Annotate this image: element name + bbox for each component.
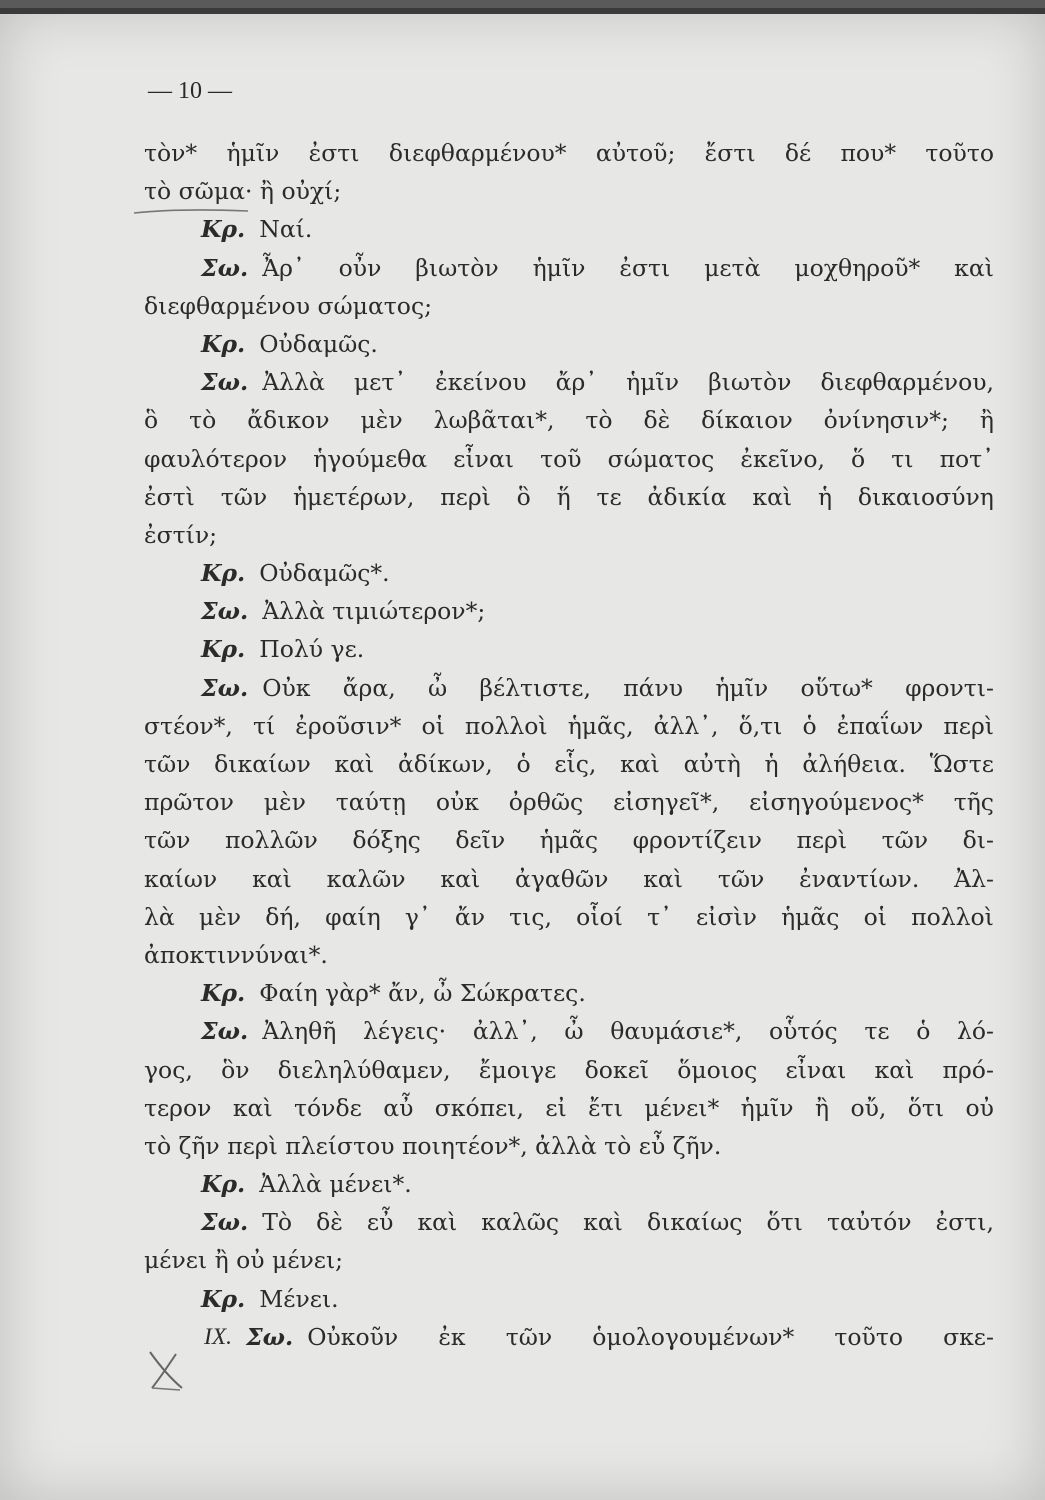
speaker-label: Σω. bbox=[201, 597, 249, 626]
pencil-x-mark bbox=[146, 1348, 186, 1392]
text-line bbox=[144, 249, 994, 287]
text-line bbox=[144, 478, 994, 516]
text-line bbox=[144, 821, 994, 859]
text-line bbox=[144, 936, 994, 974]
speaker-label: Σω. bbox=[201, 1017, 249, 1046]
line-text: Ἀλλὰ τιμιώτερον*; bbox=[262, 597, 486, 626]
text-line bbox=[144, 1203, 994, 1241]
text-line bbox=[144, 1051, 994, 1089]
speaker-label: Σω. bbox=[201, 368, 249, 397]
line-text: τὸ ζῆν περὶ πλείστου ποιητέον*, ἀλλὰ τὸ εὖ ζῆν. bbox=[144, 1131, 722, 1160]
text-line bbox=[144, 363, 994, 401]
line-text: Οὐδαμῶς*. bbox=[259, 559, 390, 588]
text-line bbox=[144, 1012, 994, 1050]
line-text: Ναί. bbox=[259, 215, 313, 244]
text-line bbox=[144, 630, 994, 668]
text-line bbox=[144, 1165, 994, 1203]
text-line bbox=[144, 1280, 994, 1318]
speaker-label: Κρ. bbox=[201, 979, 246, 1008]
speaker-label: Κρ. bbox=[201, 635, 246, 664]
line-text: Μένει. bbox=[259, 1284, 339, 1313]
text-line bbox=[144, 440, 994, 478]
line-text: ἐστὶ τῶν ἡμετέρων, περὶ ὃ ἥ τε ἀδικία καὶ ἡ δικαιοσύνη bbox=[144, 482, 994, 511]
speaker-label: Κρ. bbox=[201, 1170, 246, 1199]
line-text: καίων καὶ καλῶν καὶ ἀγαθῶν καὶ τῶν ἐναντίων. Ἀλ- bbox=[144, 864, 994, 893]
line-text: Φαίη γὰρ* ἄν, ὦ Σώκρατες. bbox=[259, 979, 586, 1008]
line-text: Ἀλλὰ μετ᾽ ἐκείνου ἄρ᾽ ἡμῖν βιωτὸν διεφθαρμένου, bbox=[262, 368, 994, 397]
text-line bbox=[144, 1127, 994, 1165]
text-line bbox=[144, 401, 994, 439]
text-line bbox=[144, 172, 994, 210]
line-text: Ἀλλὰ μένει*. bbox=[259, 1170, 412, 1199]
line-text: Ἀληθῆ λέγεις· ἀλλ᾽, ὦ θαυμάσιε*, οὗτός τε ὁ λό- bbox=[262, 1017, 994, 1046]
text-line bbox=[144, 210, 994, 248]
line-text: Πολύ γε. bbox=[259, 635, 365, 664]
line-text: τῶν δικαίων καὶ ἀδίκων, ὁ εἷς, καὶ αὐτὴ ἡ ἀλήθεια. Ὥστε bbox=[144, 750, 994, 778]
text-line bbox=[144, 592, 994, 630]
book-page bbox=[0, 8, 1045, 1500]
line-text: φαυλότερον ἡγούμεθα εἶναι τοῦ σώματος ἐκεῖνο, ὅ τι ποτ᾽ bbox=[144, 444, 994, 473]
line-text: τῶν πολλῶν δόξης δεῖν ἡμᾶς φροντίζειν περὶ τῶν δι- bbox=[144, 826, 994, 855]
text-line bbox=[144, 516, 994, 554]
speaker-label: Κρ. bbox=[201, 329, 246, 358]
speaker-label: Σω. bbox=[246, 1322, 294, 1351]
line-text: διεφθαρμένου σώματος; bbox=[144, 291, 433, 320]
speaker-label: Σω. bbox=[201, 1208, 249, 1237]
line-text: ὃ τὸ ἄδικον μὲν λωβᾶται*, τὸ δὲ δίκαιον ὀνίνησιν*; ἢ bbox=[144, 406, 994, 435]
speaker-label: Σω. bbox=[201, 253, 249, 282]
line-text: Οὐκοῦν ἐκ τῶν ὁμολογουμένων* τοῦτο σκε- bbox=[307, 1322, 994, 1351]
page-number: — 10 — bbox=[148, 78, 232, 104]
text-line bbox=[144, 554, 994, 592]
text-line bbox=[144, 325, 994, 363]
speaker-label: Σω. bbox=[201, 673, 249, 702]
line-text: τὸ σῶμα· ἢ οὐχί; bbox=[144, 177, 342, 206]
text-line bbox=[144, 974, 994, 1012]
dialogue-text bbox=[144, 134, 994, 1356]
line-text: πρῶτον μὲν ταύτῃ οὐκ ὀρθῶς εἰσηγεῖ*, εἰσηγούμενος* τῆς bbox=[144, 788, 994, 817]
text-line bbox=[144, 707, 994, 745]
text-line bbox=[144, 898, 994, 936]
line-text: μένει ἢ οὐ μένει; bbox=[144, 1246, 344, 1275]
text-line bbox=[144, 1241, 994, 1279]
speaker-label: Κρ. bbox=[201, 1284, 246, 1313]
line-text: στέον*, τί ἐροῦσιν* οἱ πολλοὶ ἡμᾶς, ἀλλ᾽, ὅ,τι ὁ ἐπαΐων περὶ bbox=[144, 711, 994, 740]
line-text: τερον καὶ τόνδε αὖ σκόπει, εἰ ἔτι μένει* ἡμῖν ἢ οὔ, ὅτι οὐ bbox=[144, 1093, 994, 1122]
text-line bbox=[144, 783, 994, 821]
text-line bbox=[144, 287, 994, 325]
text-line bbox=[144, 1318, 994, 1356]
line-text: λὰ μὲν δή, φαίη γ᾽ ἄν τις, οἷοί τ᾽ εἰσὶν ἡμᾶς οἱ πολλοὶ bbox=[144, 902, 994, 931]
line-text: Ἆρ᾽ οὖν βιωτὸν ἡμῖν ἐστι μετὰ μοχθηροῦ* καὶ bbox=[262, 253, 994, 282]
line-text: ἀποκτιννύναι*. bbox=[144, 940, 328, 969]
speaker-label: Κρ. bbox=[201, 559, 246, 588]
line-text: ἐστίν; bbox=[144, 520, 218, 549]
line-text: Τὸ δὲ εὖ καὶ καλῶς καὶ δικαίως ὅτι ταὐτόν ἐστι, bbox=[262, 1208, 994, 1237]
line-text: Οὐδαμῶς. bbox=[259, 329, 378, 358]
text-line bbox=[144, 134, 994, 172]
line-text: τὸν* ἡμῖν ἐστι διεφθαρμένου* αὐτοῦ; ἔστι δέ που* τοῦτο bbox=[144, 139, 994, 167]
text-line bbox=[144, 745, 994, 783]
chapter-number: IX. bbox=[204, 1323, 233, 1350]
text-line bbox=[144, 860, 994, 898]
text-line bbox=[144, 669, 994, 707]
speaker-label: Κρ. bbox=[201, 215, 246, 244]
text-line bbox=[144, 1089, 994, 1127]
line-text: γος, ὃν διεληλύθαμεν, ἔμοιγε δοκεῖ ὅμοιος εἶναι καὶ πρό- bbox=[144, 1055, 994, 1084]
line-text: Οὐκ ἄρα, ὦ βέλτιστε, πάνυ ἡμῖν οὕτω* φροντι- bbox=[262, 673, 994, 702]
